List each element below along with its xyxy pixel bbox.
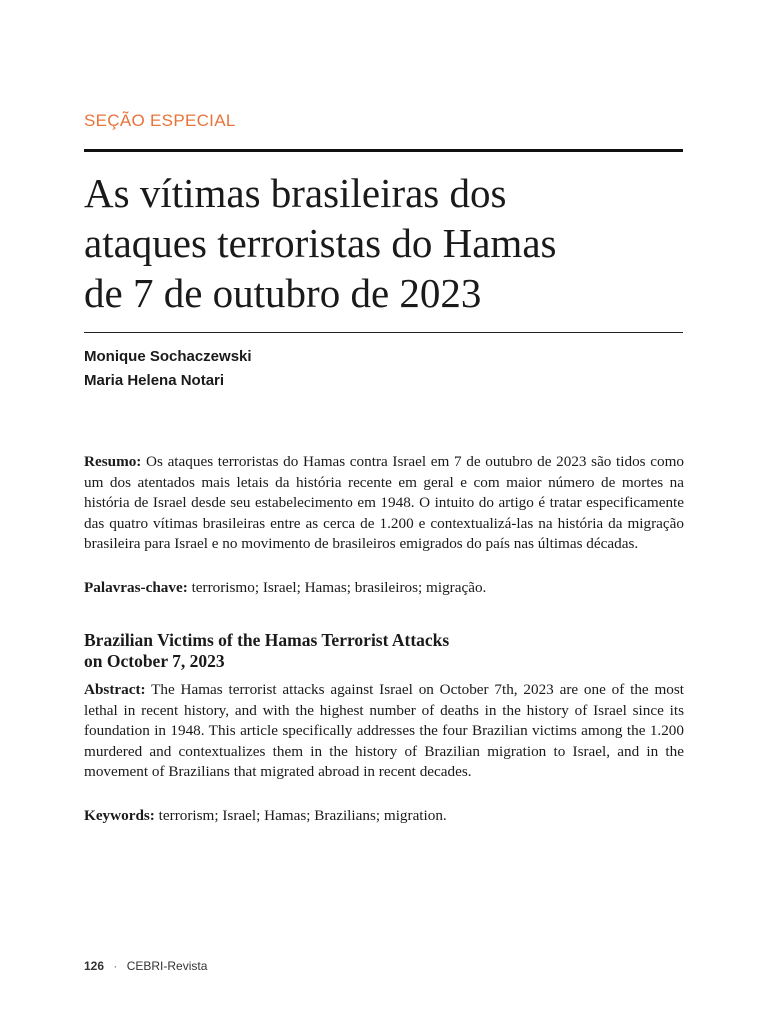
footer-separator: · — [113, 959, 118, 973]
english-title — [84, 630, 684, 672]
journal-name: CEBRI-Revista — [126, 959, 208, 973]
keywords-text: terrorism; Israel; Hamas; Brazilians; migration. — [158, 807, 447, 824]
keywords-label: Keywords: — [84, 807, 155, 824]
english-title-line: Brazilian Victims of the Hamas Terrorist Attacks — [84, 630, 450, 650]
palavras-chave-text: terrorismo; Israel; Hamas; brasileiros; migração. — [191, 579, 487, 596]
section-label: SEÇÃO ESPECIAL — [84, 111, 236, 130]
english-title-line: on October 7, 2023 — [84, 651, 225, 671]
author-list — [84, 345, 252, 393]
resumo-paragraph — [84, 452, 684, 555]
title-divider — [84, 332, 683, 333]
abstract-label: Abstract: — [84, 681, 146, 698]
author-name: Monique Sochaczewski — [84, 348, 252, 365]
resumo-text: Os ataques terroristas do Hamas contra Israel em 7 de outubro de 2023 são tidos como um dos atentados mais letais da história recente em geral e com maior número de mortes na história de Israel desde seu estabelecimento em 1948. O intuito do artigo é tratar especificamente das quatro vítimas brasileiras entre as cerca de 1.200 e contextualizá-las na história da migração brasileira para Israel e no movimento de brasileiros emigrados do país nas últimas décadas. — [84, 453, 684, 552]
abstract-text: The Hamas terrorist attacks against Israel on October 7th, 2023 are one of the most lethal in recent history, and with the highest number of deaths in the history of Israel since its foundation in 1948. This article specifically addresses the four Brazilian victims among the 1.200 murdered and contextualizes them in the history of Brazilian migration to Israel, and in the movement of Brazilians that migrated abroad in recent decades. — [84, 681, 684, 780]
page-number: 126 — [84, 959, 105, 973]
title-line: ataques terroristas do Hamas — [84, 220, 557, 266]
keywords-paragraph — [84, 806, 684, 827]
resumo-label: Resumo: — [84, 453, 142, 470]
article-title — [84, 168, 684, 318]
title-line: As vítimas brasileiras dos — [84, 170, 507, 216]
top-divider — [84, 149, 683, 152]
author-name: Maria Helena Notari — [84, 372, 225, 389]
title-line: de 7 de outubro de 2023 — [84, 270, 482, 316]
palavras-chave-paragraph — [84, 578, 684, 599]
palavras-chave-label: Palavras-chave: — [84, 579, 188, 596]
abstract-paragraph — [84, 680, 684, 783]
page-footer — [84, 959, 207, 973]
